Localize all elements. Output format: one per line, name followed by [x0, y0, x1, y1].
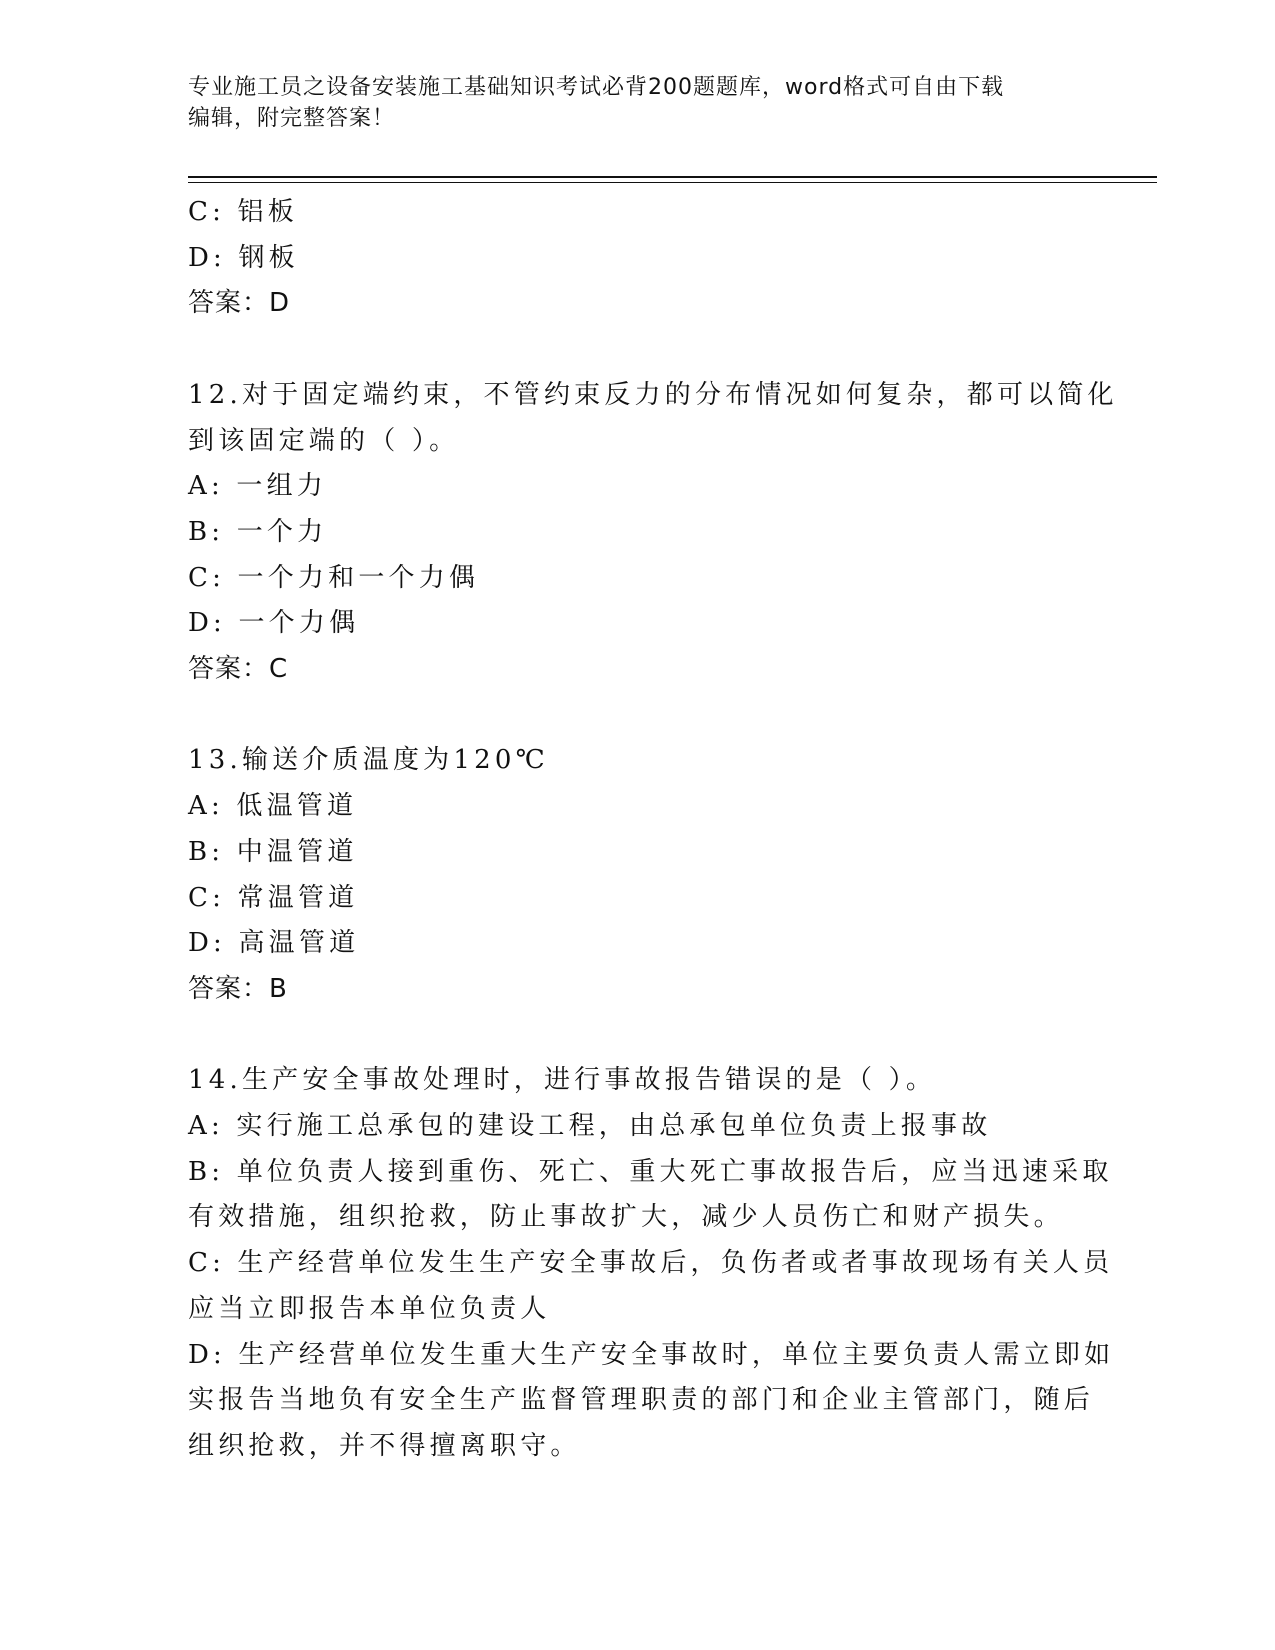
question-content [188, 190, 1118, 1470]
question-14 [188, 1058, 1115, 1469]
option-c-continued: 应当立即报告本单位负责人 [188, 1293, 551, 1324]
option-c: C: 铝板 [188, 197, 298, 227]
answer-line: 答案：D [188, 288, 291, 319]
question-stem: 到该固定端的（ ）。 [188, 425, 460, 456]
header-rule-thick [188, 176, 1157, 178]
option-a: A: 一组力 [188, 471, 328, 502]
option-d-continued: 实报告当地负有安全生产监督管理职责的部门和企业主管部门，随后 [188, 1385, 1095, 1416]
header-line-2: 编辑，附完整答案！ [188, 106, 396, 131]
question-stem: 14.生产安全事故处理时，进行事故报告错误的是（ ）。 [188, 1065, 937, 1096]
header-rule-thin [188, 182, 1157, 183]
option-b: B: 单位负责人接到重伤、死亡、重大死亡事故报告后，应当迅速采取 [188, 1156, 1113, 1187]
answer-line: 答案：B [188, 973, 288, 1004]
option-d-continued: 组织抢救，并不得擅离职守。 [188, 1430, 581, 1461]
option-a: A: 实行施工总承包的建设工程，由总承包单位负责上报事故 [188, 1111, 992, 1142]
option-b: B: 一个力 [188, 516, 328, 547]
option-c: C: 生产经营单位发生生产安全事故后，负伤者或者事故现场有关人员 [188, 1248, 1114, 1279]
question-13 [188, 738, 1088, 1012]
answer-line: 答案：C [188, 654, 289, 685]
header-line-1: 专业施工员之设备安装施工基础知识考试必背200题题库，word格式可自由下载 [188, 75, 1005, 100]
option-a: A: 低温管道 [188, 791, 358, 822]
option-d: D: 生产经营单位发生重大生产安全事故时，单位主要负责人需立即如 [188, 1339, 1115, 1370]
question-stem: 13.输送介质温度为120℃ [188, 745, 549, 776]
option-b: B: 中温管道 [188, 836, 358, 867]
option-c: C: 常温管道 [188, 882, 359, 913]
option-d: D: 钢板 [188, 242, 299, 273]
question-12 [188, 373, 1118, 693]
option-d: D: 一个力偶 [188, 608, 360, 639]
prev-question [188, 190, 1088, 327]
document-header [188, 72, 1088, 134]
question-stem: 12.对于固定端约束，不管约束反力的分布情况如何复杂，都可以简化 [188, 379, 1118, 410]
option-d: D: 高温管道 [188, 928, 360, 959]
option-b-continued: 有效措施，组织抢救，防止事故扩大，减少人员伤亡和财产损失。 [188, 1202, 1064, 1233]
option-c: C: 一个力和一个力偶 [188, 562, 480, 593]
